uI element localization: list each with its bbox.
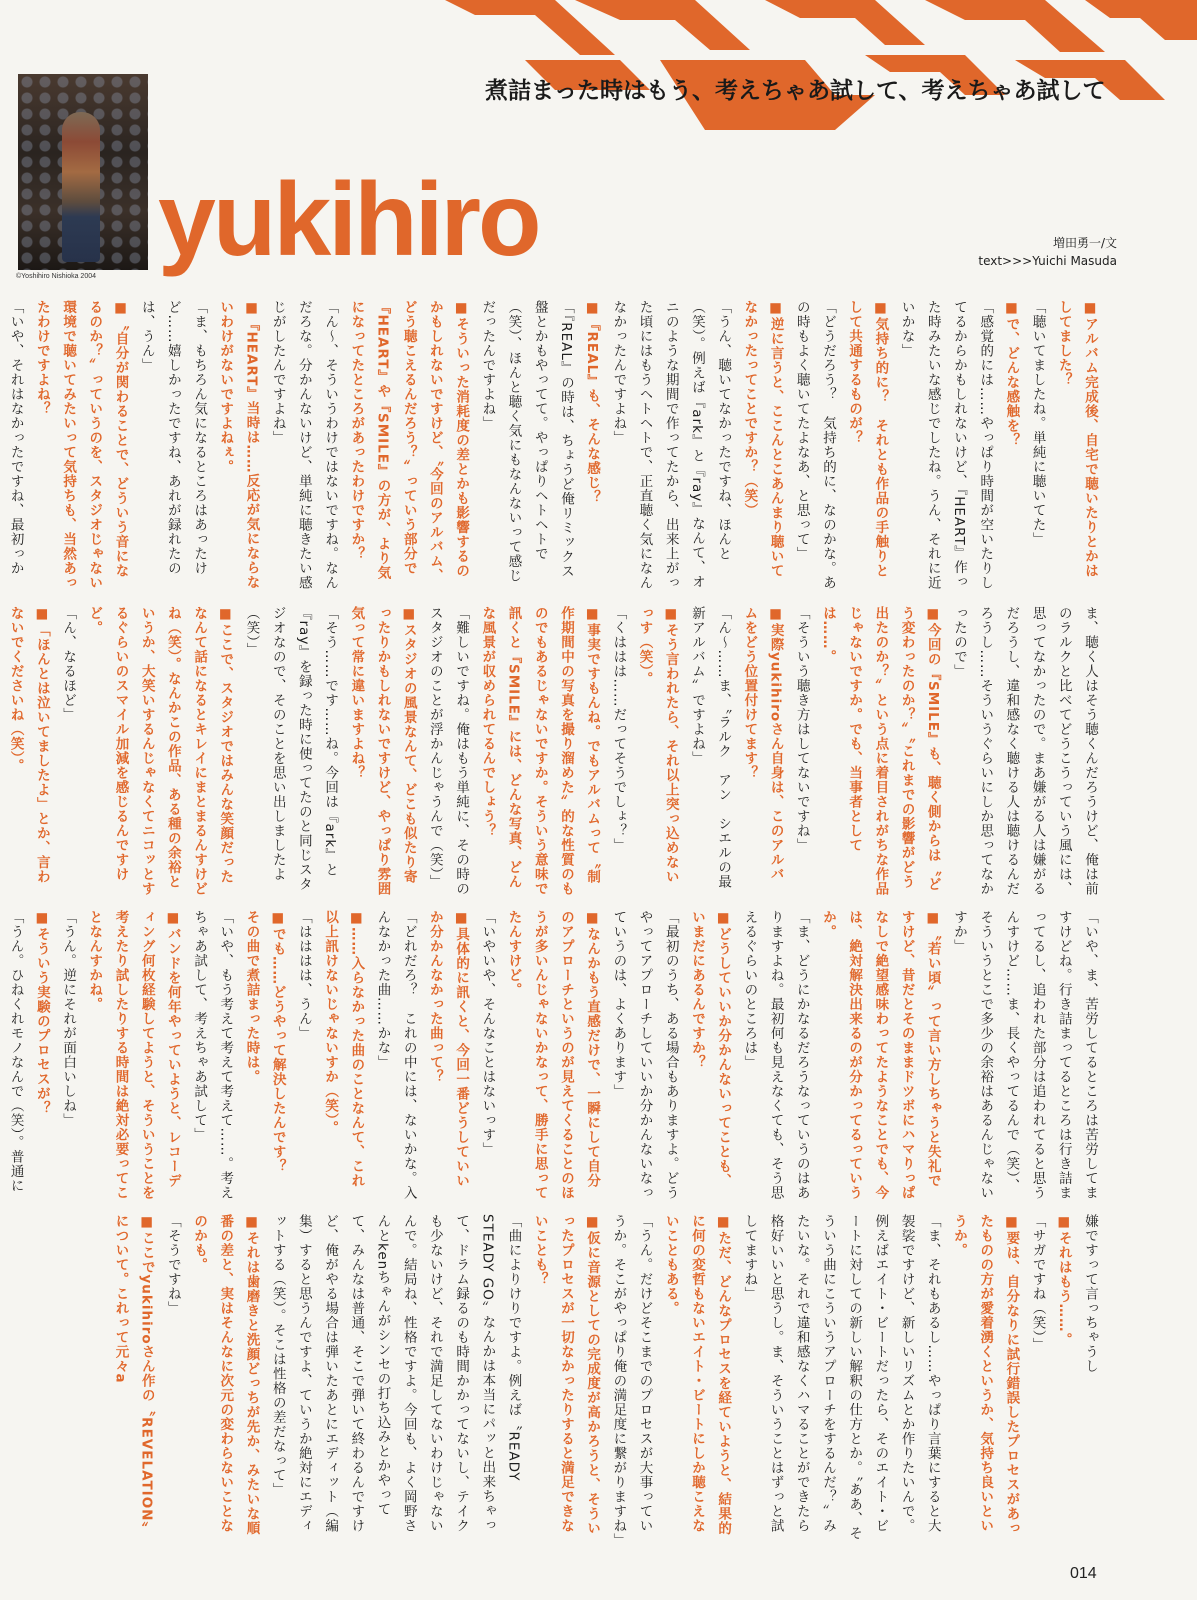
photo-subject <box>62 112 100 262</box>
interviewee-answer: 「どうだろう？ 気持ち的に、なのかな。あの時もよく聴いてたよなあ、と思って」 <box>793 300 836 590</box>
artist-photo <box>18 74 148 270</box>
interviewer-question: ■ それは歯磨きと洗顔どっちが先か、みたいな順番の差と、実はそんなに次元の変わらないことなのかも。 <box>186 1214 265 1544</box>
headline: 煮詰まった時はもう、考えちゃあ試して、考えちゃあ試して <box>485 78 1106 104</box>
interviewee-answer: 「そう……です……ね。今回は『ark』と『ray』を録った時に使ってたのと同じスタジオなので、そのことを思い出しましたよ（笑）」 <box>243 606 339 892</box>
interviewer-question: ■ そういった消耗度の差とかも影響するのかもしれないですけど、〝今回のアルバム、どう聴こえるんだろう？〟っていう部分で『HEART』や『SMILE』の方が、より気になってたところがあったわけですか？ <box>343 300 474 592</box>
interviewer-question: ■ ただ、どんなプロセスを経ていようと、結果的に何の変哲もないエイト・ビートにしか聴こえないこともある。 <box>658 1214 737 1544</box>
interviewee-answer: 「どれだろ？ これの中には、ないかな。入んなかった曲……かな」 <box>374 910 417 1200</box>
interviewer-question: ■ 〝自分が関わることで、どういう音になるのか？〟っていうのを、スタジオじゃない環境で聴いてみたいって気持ちも、当然あったわけですよね？ <box>29 300 134 592</box>
interviewer-question: ■ 要は、自分なりに試行錯誤したプロセスがあったものの方が愛着湧くというか、気持ち良いというか。 <box>946 1214 1025 1544</box>
interviewee-answer: 「そういう聴き方はしてないですね」 <box>793 606 810 853</box>
interviewer-question: ■ 〝若い頃〟って言い方しちゃうと失礼ですけど、昔だとそのままドツボにハマりっぱなしで絶望感味わってたようなことでも、今は、絶対解決出来るのが分かってるっていうか。 <box>815 910 946 1200</box>
interviewee-answer: 「いやいや、そんなことはないっす」 <box>479 910 496 1157</box>
interviewee-answer: 「はははは、うん」 <box>295 910 312 1041</box>
interviewee-answer: 「ん〜……ま、〝ラルク アン シエルの最新アルバム〟ですよね」 <box>688 606 732 890</box>
interview-tier-2 <box>7 606 1103 896</box>
photo-credit: ©Yoshihiro Nishioka 2004 <box>16 273 97 280</box>
interviewee-answer: 「うん、聴いてなかったですね、ほんと（笑）。例えば『ark』と『ray』なんて、オニのような期間で作ってたから、出来上がった頃にはもうヘトヘトで、正直聴く気になんなかったんですよね」 <box>610 300 732 590</box>
interviewer-question: ■ でも……どうやって解決したんです？ その曲で煮詰まった時は。 <box>238 910 290 1200</box>
interviewer-question: ■ 気持ち的に？ それとも作品の手触りとして共通するものが？ <box>841 300 893 592</box>
interviewee-answer: ま、聴く人はそう聴くんだろうけど、俺は前のラルクと比べてどうこうっていう風には、思ってなかったので。まあ嫌がる人は嫌がるだろうし、違和感なく聴ける人は聴けるんだろうし……そういうぐらいにしか思ってなかったので」 <box>950 606 1098 896</box>
interview-tier-1 <box>7 300 1103 592</box>
writer-credit <box>978 234 1117 270</box>
interviewee-answer: 「ん〜、そういうわけではないですね。なんだろな。分かんないけど、単純に聴きたい感じがしたんですよね」 <box>269 300 339 590</box>
interviewer-question: ■ 「ほんとは泣いてましたよ」とか、言わないでくださいね（笑）。 <box>2 606 54 896</box>
interviewer-question: ■ アルバム完成後、自宅で聴いたりとかはしてました？ <box>1051 300 1103 592</box>
interviewee-answer: 「曲によりけりですよ。例えば〝READY STEADY GO〟なんかは本当にパッと出来ちゃって、ドラム録るのも時間かかってないし、テイクも少ないけど、それで満足してないわけじゃないんで。結局ね、性格ですよ。今回も、よく岡野さんとkenちゃんがシンセの打ち込みとかやってて、みんなは普通、そこで弾いて終わるんですけど、俺がやる場合は弾いたあとにエディット（編集）すると思うんですよ、ていうか絶対にエディットする（笑）。そこは性格の差だなって」 <box>269 1214 522 1533</box>
artist-name-title: yukihiro <box>158 162 539 278</box>
interviewee-answer: 「ま、それもあるし……やっぱり言葉にすると大袈裟ですけど、新しいリズムとか作りたいんで。例えばエイト・ビートだったら、そのエイト・ビートに対しての新しい解釈の仕方とか。〝ああ、そういう曲にこういうアプローチをするんだ？〟みたいな。それで違和感なくハマることができたら格好いいと思うし。ま、そういうことはずっと試してますね」 <box>741 1214 941 1541</box>
interviewee-answer: 「難しいですね。俺はもう単純に、その時のスタジオのことが浮かんじゃうんで（笑）」 <box>426 606 470 896</box>
interviewer-question: ■ 『HEART』当時は……反応が気にならないわけがないですよねぇ。 <box>212 300 264 592</box>
interviewee-answer: 「感覚的には……やっぱり時間が空いたりしてるからかもしれないけど、『HEART』作った時みたいな感じでしたね。うん、それに近いかな」 <box>898 300 994 590</box>
interviewer-question: ■ 具体的に訊くと、今回一番どうしていいか分かんなかった曲って？ <box>422 910 474 1200</box>
interviewer-question: ■ ……入らなかった曲のことなんて、これ以上訊けないじゃないすか（笑）。 <box>317 910 369 1200</box>
interview-tier-4 <box>18 1214 1103 1548</box>
interviewee-answer: 「いや、それはなかったですね、最初っか <box>7 300 24 576</box>
interviewer-question: ■ なんかもう直感だけで、一瞬にして自分のアプローチというのが見えてくることのほうが多いんじゃないかなって、勝手に思ってたんすけど。 <box>500 910 605 1200</box>
interviewee-answer: 「そうですね」 <box>164 1214 181 1316</box>
interviewer-question: ■ スタジオの風景なんて、どこも似たり寄ったりかもしれないですけど、やっぱり雰囲気って常に違いますよね？ <box>343 606 422 896</box>
interviewer-question: ■ どうしていいか分かんないってことも、いまだにあるんですか？ <box>684 910 736 1200</box>
interviewee-answer: 「いや、ま、苦労してるところは苦労してますけどね。行き詰まってるところは行き詰まってるし、追われた部分は追われてると思うんすけど……ま、長くやってるんで（笑）、そういうとこで多少の余裕はあるんじゃないすか」 <box>950 910 1098 1200</box>
writer-en: text>>>Yuichi Masuda <box>978 254 1117 268</box>
interviewer-question: ■ 仮に音源としての完成度が高かろうと、そういったプロセスが一切なかったりすると満足できないことも？ <box>527 1214 606 1544</box>
interview-tier-3 <box>7 910 1103 1200</box>
interviewer-question: ■ 事実ですもんね。でもアルバムって〝制作期間中の写真を撮り溜めた〟的な性質のものでもあるじゃないですか。そういう意味で訊くと『SMILE』には、どんな写真、どんな風景が収められてるんでしょう？ <box>474 606 605 896</box>
interviewee-answer: 「ま、どうにかなるだろうなっていうのはありますよね。最初何も見えなくても、そう思えるぐらいのところは」 <box>741 910 810 1200</box>
interviewer-question: ■ ここで、スタジオではみんな笑顔だったなんて話になるとキレイにまとまるんすけどね（笑）。なんかこの作品、ある種の余裕というか、大笑いするんじゃなくてニコッとするぐらいのスマイル加減を感じるんですけど。 <box>81 606 238 896</box>
interviewer-question: ■ バンドを何年やっていようと、レコーディング何枚経験してようと、そういうことを考えたり試したりする時間は絶対必要ってことなんすかね。 <box>81 910 186 1200</box>
page-number: 014 <box>1070 1565 1097 1582</box>
interviewee-answer: 「うん。だけどそこまでのプロセスが大事っていうか。そこがやっぱり俺の満足度に繋がりますね」 <box>610 1214 653 1548</box>
interviewee-answer: 「最初のうち、ある場合もありますよ。どうやってアプローチしていいか分かんないなっていうのは、よくあります」 <box>610 910 679 1200</box>
interviewer-question: ■ 今回の『SMILE』も、聴く側からは〝どう変わったのか？〟〝これまでの影響がどう出たのか？〟という点に着目されがちな作品じゃないですか。でも、当事者としては……。 <box>815 606 946 896</box>
interviewee-answer: 嫌ですって言っちゃうし <box>1082 1214 1098 1374</box>
interviewer-question: ■ そういう実験のプロセスが？ <box>29 910 55 1200</box>
interviewer-question: ■ それはもう……。 <box>1051 1214 1077 1544</box>
interviewer-question: ■ ここでyukihiroさん作の〝REVELATION〟について。これって元々a <box>107 1214 159 1544</box>
interviewee-answer: 「ま、もちろん気になるところはあったけど……嬉しかったですね、あれが録れたのは、うん」 <box>138 300 208 576</box>
interviewee-answer: 「ん、なるほど」 <box>60 606 77 722</box>
interviewer-question: ■ 『REAL』も、そんな感じ？ <box>579 300 605 592</box>
interviewer-question: ■ そう言われたら、それ以上突っ込めないっす（笑）。 <box>631 606 683 896</box>
interviewee-answer: 「くははは……だってそうでしょ？」 <box>610 606 627 853</box>
interviewer-question: ■ 逆に言うと、ここんとこあんまり聴いてなかったってことですか？（笑） <box>736 300 788 592</box>
interviewee-answer: 「いや、もう考えて考えて考えて……。考えちゃあ試して、考えちゃあ試して」 <box>191 910 234 1200</box>
interviewee-answer: 「聴いてましたね。単純に聴いてた」 <box>1029 300 1046 547</box>
interviewee-answer: 「うん。ひねくれモノなんで（笑）。普通に <box>7 910 24 1194</box>
writer-jp: 増田勇一/文 <box>1052 236 1117 250</box>
interviewer-question: ■ 実際yukihiroさん自身は、このアルバムをどう位置付けてます？ <box>736 606 788 896</box>
interviewee-answer: 「サガですね（笑）」 <box>1029 1214 1046 1353</box>
interviewee-answer: 「うん。逆にそれが面白いしね」 <box>60 910 77 1128</box>
interviewer-question: ■ で、どんな感触を？ <box>998 300 1024 592</box>
interviewee-answer: 「『REAL』の時は、ちょうど俺リミックス盤とかもやってて。やっぱりヘトヘトで（笑）、ほんと聴く気にもなんないって感じだったんですよね」 <box>479 300 574 584</box>
